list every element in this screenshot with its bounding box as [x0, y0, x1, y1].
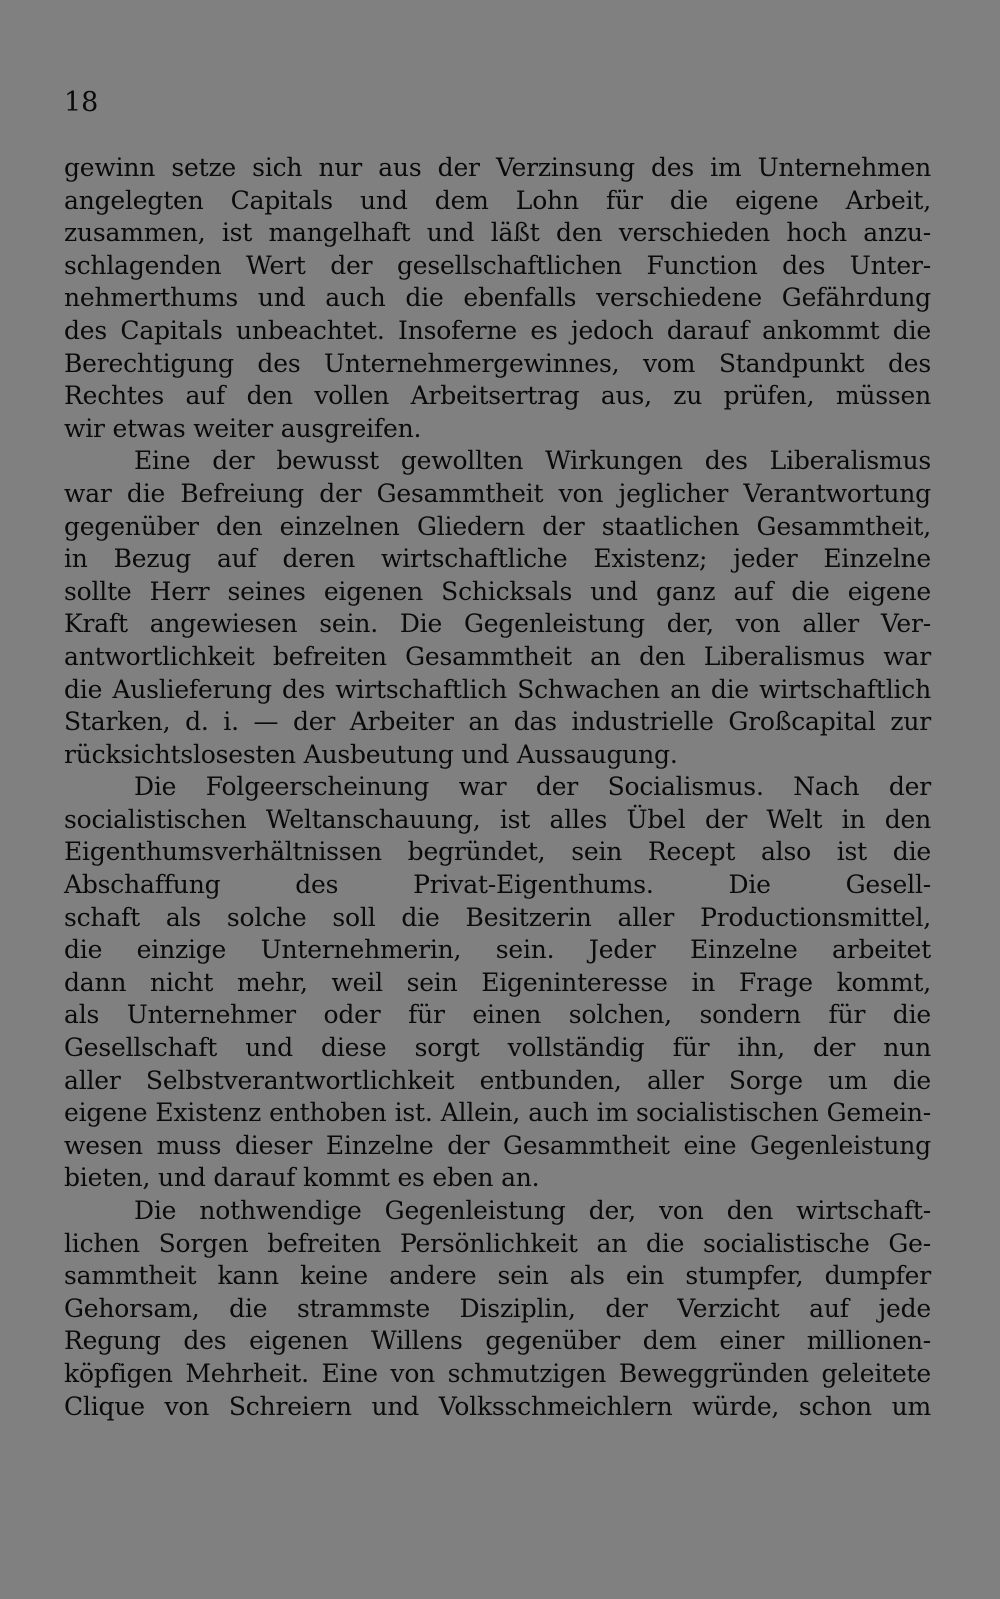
text-line: Rechtes auf den vollen Arbeitsertrag aus, zu prüfen, müssen [64, 381, 931, 411]
text-line: eigene Existenz enthoben ist. Allein, auch im socialistischen Gemein- [64, 1098, 931, 1128]
text-line: Clique von Schreiern und Volksschmeichlern würde, schon um [64, 1391, 931, 1421]
text-line: angelegten Capitals und dem Lohn für die eigene Arbeit, [64, 185, 931, 215]
page-number: 18 [64, 87, 99, 118]
text-line: Eine der bewusst gewollten Wirkungen des Liberalismus [134, 446, 931, 476]
text-line: des Capitals unbeachtet. Insoferne es jedoch darauf ankommt die [64, 315, 931, 345]
text-line: als Unternehmer oder für einen solchen, sondern für die [64, 1000, 931, 1030]
text-line: köpfigen Mehrheit. Eine von schmutzigen Beweggründen geleitete [64, 1358, 931, 1388]
text-line: sollte Herr seines eigenen Schicksals und ganz auf die eigene [64, 576, 931, 606]
text-line: Die Folgeerscheinung war der Socialismus. Nach der [134, 772, 931, 802]
text-line: war die Befreiung der Gesammtheit von jeglicher Verantwortung [64, 478, 931, 508]
text-line: Regung des eigenen Willens gegenüber dem einer millionen- [64, 1326, 931, 1356]
text-line: Gesellschaft und diese sorgt vollständig für ihn, der nun [64, 1033, 931, 1063]
text-line: lichen Sorgen befreiten Persönlichkeit an die socialistische Ge- [64, 1228, 931, 1258]
text-line: antwortlichkeit befreiten Gesammtheit an den Liberalismus war [64, 641, 931, 671]
text-line: wir etwas weiter ausgreifen. [64, 413, 422, 443]
text-line: Die nothwendige Gegenleistung der, von den wirtschaft- [134, 1196, 931, 1225]
text-line: gewinn setze sich nur aus der Verzinsung des im Unternehmen [64, 153, 931, 182]
text-line: aller Selbstverantwortlichkeit entbunden, aller Sorge um die [64, 1065, 931, 1095]
text-line: nehmerthums und auch die ebenfalls verschiedene Gefährdung [64, 283, 931, 313]
text-line: zusammen, ist mangelhaft und läßt den verschieden hoch anzu- [64, 218, 931, 248]
text-line: Starken, d. i. — der Arbeiter an das industrielle Großcapital zur [64, 707, 931, 737]
text-line: socialistischen Weltanschauung, ist alles Übel der Welt in den [64, 804, 931, 834]
text-line: rücksichtslosesten Ausbeutung und Aussaugung. [64, 739, 678, 769]
text-line: die Auslieferung des wirtschaftlich Schwachen an die wirtschaftlich [64, 674, 931, 704]
text-line: Abschaffung des Privat-Eigenthums. Die Gesell- [64, 870, 931, 900]
body-text [64, 152, 931, 1423]
text-line: Eigenthumsverhältnissen begründet, sein Recept also ist die [64, 837, 931, 867]
text-line: dann nicht mehr, weil sein Eigeninteresse in Frage kommt, [64, 967, 931, 997]
text-line: Kraft angewiesen sein. Die Gegenleistung der, von aller Ver- [64, 609, 931, 639]
text-line: Berechtigung des Unternehmergewinnes, vom Standpunkt des [64, 348, 931, 378]
text-line: schlagenden Wert der gesellschaftlichen Function des Unter- [64, 250, 931, 280]
text-line: schaft als solche soll die Besitzerin aller Productionsmittel, [64, 902, 931, 932]
text-line: in Bezug auf deren wirtschaftliche Existenz; jeder Einzelne [64, 544, 931, 574]
text-line: Gehorsam, die strammste Disziplin, der Verzicht auf jede [64, 1293, 931, 1323]
text-line: die einzige Unternehmerin, sein. Jeder Einzelne arbeitet [64, 935, 931, 965]
text-line: bieten, und darauf kommt es eben an. [64, 1163, 540, 1193]
text-line: wesen muss dieser Einzelne der Gesammtheit eine Gegenleistung [64, 1130, 931, 1160]
text-line: sammtheit kann keine andere sein als ein stumpfer, dumpfer [64, 1261, 931, 1291]
text-line: gegenüber den einzelnen Gliedern der staatlichen Gesammtheit, [64, 511, 931, 541]
